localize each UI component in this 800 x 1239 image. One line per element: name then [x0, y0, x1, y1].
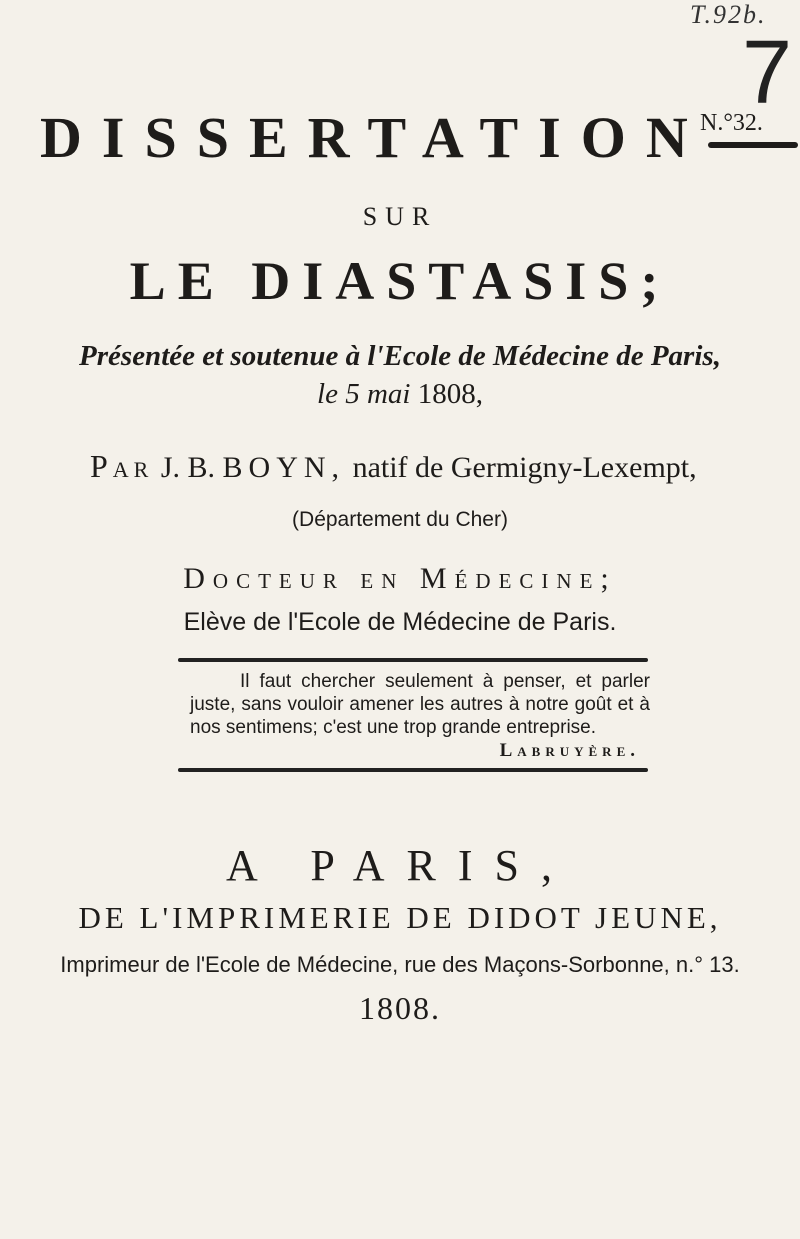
imprint-city: A PARIS,: [225, 841, 575, 890]
item-number: N.°32.: [700, 110, 763, 136]
imprint-year: 1808.: [359, 990, 441, 1026]
date-year: 1808,: [417, 378, 483, 410]
epigraph-rule-top: [178, 658, 648, 662]
item-number-underline: [708, 142, 798, 148]
title-preposition: SUR: [362, 202, 438, 231]
document-title: DISSERTATION: [40, 105, 708, 170]
epigraph-text: Il faut chercher seulement à penser, et parler juste, sans vouloir amener les autres à notre goût et à nos sentimens; c'est une trop grande entreprise.: [190, 671, 650, 738]
epigraph: [190, 670, 650, 739]
author-par: Par: [90, 448, 154, 484]
epigraph-author: Labruyère.: [499, 740, 640, 761]
epigraph-rule-bottom: [178, 768, 648, 772]
author-initials: J. B.: [160, 451, 216, 484]
presentation-line: Présentée et soutenue à l'Ecole de Médecine de Paris,: [79, 340, 721, 372]
volume-number: 7: [742, 23, 793, 123]
library-shelf-mark: T.92b.: [690, 0, 767, 29]
author-origin: natif de Germigny-Lexempt,: [352, 451, 697, 484]
imprint-printer: DE L'IMPRIMERIE DE DIDOT JEUNE,: [78, 900, 722, 935]
presentation-date: [0, 378, 800, 411]
document-subject: LE DIASTASIS;: [129, 251, 671, 311]
author-line: [90, 448, 697, 485]
imprint-address: Imprimeur de l'Ecole de Médecine, rue des Maçons-Sorbonne, n.° 13.: [60, 952, 740, 977]
author-degree: Docteur en Médecine;: [183, 562, 617, 595]
author-name: BOYN,: [222, 451, 346, 484]
author-department: (Département du Cher): [292, 508, 508, 531]
date-prefix: le 5 mai: [317, 378, 411, 410]
author-school: Elève de l'Ecole de Médecine de Paris.: [183, 608, 617, 636]
